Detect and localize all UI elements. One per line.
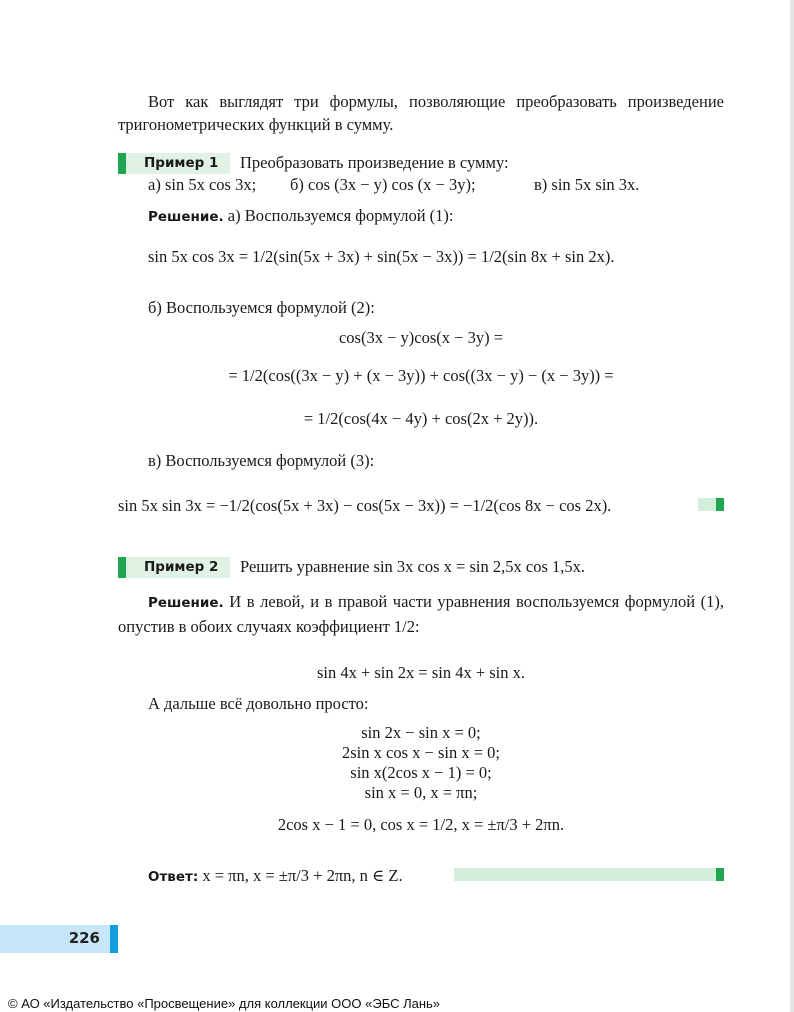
example-2-solution-text: И в левой, и в правой части уравнения воспользуемся формулой (1), опустив в обоих случаях коэффициент 1/2:	[118, 592, 724, 636]
step-4: sin x = 0, x = πn;	[364, 783, 478, 802]
answer-label: Ответ:	[148, 869, 199, 885]
step-2: 2sin x cos x − sin x = 0;	[342, 743, 500, 762]
step-5: 2cos x − 1 = 0, cos x = 1/2, x = ±π/3 + 2πn.	[277, 815, 565, 834]
equation-b-line-3: = 1/2(cos(4x − 4y) + cos(2x + 2y)).	[303, 409, 539, 428]
page-number-tab	[0, 925, 110, 953]
answer-line	[148, 866, 403, 886]
example-2-solution	[118, 590, 724, 638]
equation-b-line-2: = 1/2(cos((3x − y) + (x − 3y)) + cos((3x − y) − (x − 3y)) =	[228, 366, 614, 385]
example-2-end-bar	[454, 868, 724, 881]
equation-a: sin 5x cos 3x = 1/2(sin(5x + 3x) + sin(5x − 3x)) = 1/2(sin 8x + sin 2x).	[148, 247, 615, 266]
example-1-end-bar	[698, 498, 724, 511]
part-c-text: в) Воспользуемся формулой (3):	[148, 451, 375, 470]
example-1-item-b: б) cos (3x − y) cos (x − 3y);	[290, 175, 476, 194]
example-1-solution-line	[148, 206, 453, 226]
equation-b-line-1: cos(3x − y)cos(x − 3y) =	[338, 328, 503, 347]
equation-c: sin 5x sin 3x = −1/2(cos(5x + 3x) − cos(5x − 3x)) = −1/2(cos 8x − cos 2x).	[118, 496, 612, 515]
solution-label-2: Решение.	[148, 595, 224, 611]
page-number: 226	[68, 929, 100, 947]
solution-label: Решение.	[148, 209, 224, 225]
example-2-label: Пример 2	[118, 557, 230, 578]
part-b-text: б) Воспользуемся формулой (2):	[148, 298, 375, 317]
intro-paragraph: Вот как выглядят три формулы, позволяющие преобразовать произведение тригонометрических функций в сумму.	[118, 92, 724, 134]
example-1-label: Пример 1	[118, 153, 230, 174]
example-2-main-equation: sin 4x + sin 2x = sin 4x + sin x.	[316, 663, 526, 682]
example-1-item-a: а) sin 5x cos 3x;	[148, 175, 257, 194]
part-a-text: а) Воспользуемся формулой (1):	[227, 206, 454, 225]
page-edge	[790, 0, 794, 1012]
answer-value: x = πn, x = ±π/3 + 2πn, n ∈ Z.	[202, 866, 403, 885]
step-3: sin x(2cos x − 1) = 0;	[350, 763, 492, 782]
page-number-marker	[110, 925, 118, 953]
example-1-item-c: в) sin 5x sin 3x.	[534, 175, 640, 194]
example-2-task: Решить уравнение sin 3x cos x = sin 2,5x cos 1,5x.	[240, 557, 585, 576]
then-text: А дальше всё довольно просто:	[148, 694, 369, 713]
copyright-notice: © АО «Издательство «Просвещение» для коллекции ООО «ЭБС Лань»	[8, 996, 441, 1011]
example-1-task: Преобразовать произведение в сумму:	[240, 153, 509, 172]
example-2-marker	[118, 557, 126, 578]
step-1: sin 2x − sin x = 0;	[361, 723, 481, 742]
example-1-marker	[118, 153, 126, 174]
